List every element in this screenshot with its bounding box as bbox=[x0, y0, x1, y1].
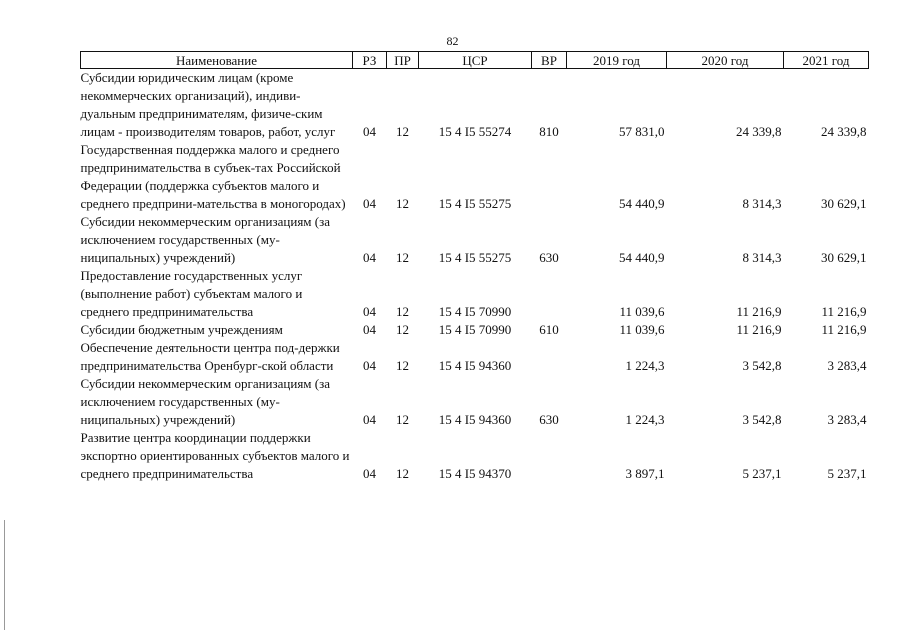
row-vr bbox=[532, 339, 567, 375]
header-pr: ПР bbox=[387, 52, 419, 69]
row-2020: 11 216,9 bbox=[736, 304, 782, 319]
row-csr: 15 4 I5 55275 bbox=[438, 250, 512, 265]
row-rz: 04 bbox=[363, 412, 376, 427]
table-row bbox=[81, 429, 869, 483]
row-name: Субсидии некоммерческим организациям (за исключением государственных (му-ниципальных) учреждений) bbox=[80, 214, 331, 265]
table-row bbox=[81, 375, 869, 429]
row-csr: 15 4 I5 55275 bbox=[438, 196, 512, 211]
budget-table-container bbox=[80, 51, 868, 483]
page-number: 82 bbox=[446, 34, 459, 48]
row-pr: 12 bbox=[396, 412, 409, 427]
header-vr: ВР bbox=[532, 52, 567, 69]
row-pr: 12 bbox=[396, 304, 409, 319]
header-name: Наименование bbox=[81, 52, 353, 69]
row-pr: 12 bbox=[396, 196, 409, 211]
row-name: Обеспечение деятельности центра под-держки предпринимательства Оренбург-ской области bbox=[80, 340, 340, 373]
row-2019: 54 440,9 bbox=[619, 250, 665, 265]
row-csr: 15 4 I5 70990 bbox=[438, 322, 512, 337]
row-2021: 3 283,4 bbox=[827, 358, 867, 373]
table-row bbox=[81, 69, 869, 142]
row-csr: 15 4 I5 94370 bbox=[438, 466, 512, 481]
row-name: Субсидии юридическим лицам (кроме некоммерческих организаций), индиви-дуальным предпринимателям, физиче-ским лицам - производителям товаров, работ, услуг bbox=[80, 70, 336, 139]
row-2021: 5 237,1 bbox=[827, 466, 867, 481]
row-vr: 630 bbox=[539, 250, 559, 265]
row-2021: 24 339,8 bbox=[821, 124, 867, 139]
row-2020: 5 237,1 bbox=[742, 466, 782, 481]
row-name: Предоставление государственных услуг (выполнение работ) субъектам малого и среднего предпринимательства bbox=[80, 268, 303, 319]
row-name: Субсидии бюджетным учреждениям bbox=[80, 322, 283, 337]
row-rz: 04 bbox=[363, 322, 376, 337]
row-rz: 04 bbox=[363, 250, 376, 265]
row-vr: 630 bbox=[539, 412, 559, 427]
header-csr: ЦСР bbox=[419, 52, 532, 69]
row-2020: 11 216,9 bbox=[736, 322, 782, 337]
row-2019: 11 039,6 bbox=[619, 304, 665, 319]
row-rz: 04 bbox=[363, 466, 376, 481]
row-pr: 12 bbox=[396, 250, 409, 265]
row-name: Субсидии некоммерческим организациям (за исключением государственных (му-ниципальных) учреждений) bbox=[80, 376, 331, 427]
header-2020: 2020 год bbox=[667, 52, 784, 69]
row-pr: 12 bbox=[396, 322, 409, 337]
table-header-row bbox=[81, 52, 869, 69]
row-pr: 12 bbox=[396, 466, 409, 481]
scan-edge-mark bbox=[4, 520, 5, 630]
row-2020: 3 542,8 bbox=[742, 412, 782, 427]
row-vr: 810 bbox=[539, 124, 559, 139]
row-vr: 610 bbox=[539, 322, 559, 337]
row-csr: 15 4 I5 55274 bbox=[438, 124, 512, 139]
row-2019: 11 039,6 bbox=[619, 322, 665, 337]
table-row bbox=[81, 213, 869, 267]
table-row bbox=[81, 321, 869, 339]
row-csr: 15 4 I5 94360 bbox=[438, 412, 512, 427]
row-pr: 12 bbox=[396, 358, 409, 373]
table-row bbox=[81, 267, 869, 321]
row-2020: 8 314,3 bbox=[742, 196, 782, 211]
header-rz: РЗ bbox=[353, 52, 387, 69]
row-2020: 3 542,8 bbox=[742, 358, 782, 373]
table-body bbox=[81, 69, 869, 484]
budget-table bbox=[80, 51, 869, 483]
row-rz: 04 bbox=[363, 358, 376, 373]
row-rz: 04 bbox=[363, 304, 376, 319]
row-2019: 54 440,9 bbox=[619, 196, 665, 211]
header-2019: 2019 год bbox=[567, 52, 667, 69]
table-row bbox=[81, 339, 869, 375]
row-vr bbox=[532, 141, 567, 213]
row-2021: 30 629,1 bbox=[821, 250, 867, 265]
table-row bbox=[81, 141, 869, 213]
row-2020: 24 339,8 bbox=[736, 124, 782, 139]
row-name: Развитие центра координации поддержки экспортно ориентированных субъектов малого и среднего предпринимательства bbox=[80, 430, 350, 481]
row-2019: 1 224,3 bbox=[625, 412, 665, 427]
row-2020: 8 314,3 bbox=[742, 250, 782, 265]
row-csr: 15 4 I5 70990 bbox=[438, 304, 512, 319]
row-rz: 04 bbox=[363, 124, 376, 139]
row-vr bbox=[532, 267, 567, 321]
row-name: Государственная поддержка малого и среднего предпринимательства в субъек-тах Российской Федерации (поддержка субъектов малого и среднего предприни-мательства в моногородах) bbox=[80, 142, 346, 211]
row-2021: 30 629,1 bbox=[821, 196, 867, 211]
row-2021: 3 283,4 bbox=[827, 412, 867, 427]
row-csr: 15 4 I5 94360 bbox=[438, 358, 512, 373]
row-2019: 3 897,1 bbox=[625, 466, 665, 481]
row-2021: 11 216,9 bbox=[821, 304, 867, 319]
row-2019: 1 224,3 bbox=[625, 358, 665, 373]
row-2021: 11 216,9 bbox=[821, 322, 867, 337]
row-pr: 12 bbox=[396, 124, 409, 139]
header-2021: 2021 год bbox=[784, 52, 869, 69]
row-rz: 04 bbox=[363, 196, 376, 211]
row-vr bbox=[532, 429, 567, 483]
row-2019: 57 831,0 bbox=[619, 124, 665, 139]
